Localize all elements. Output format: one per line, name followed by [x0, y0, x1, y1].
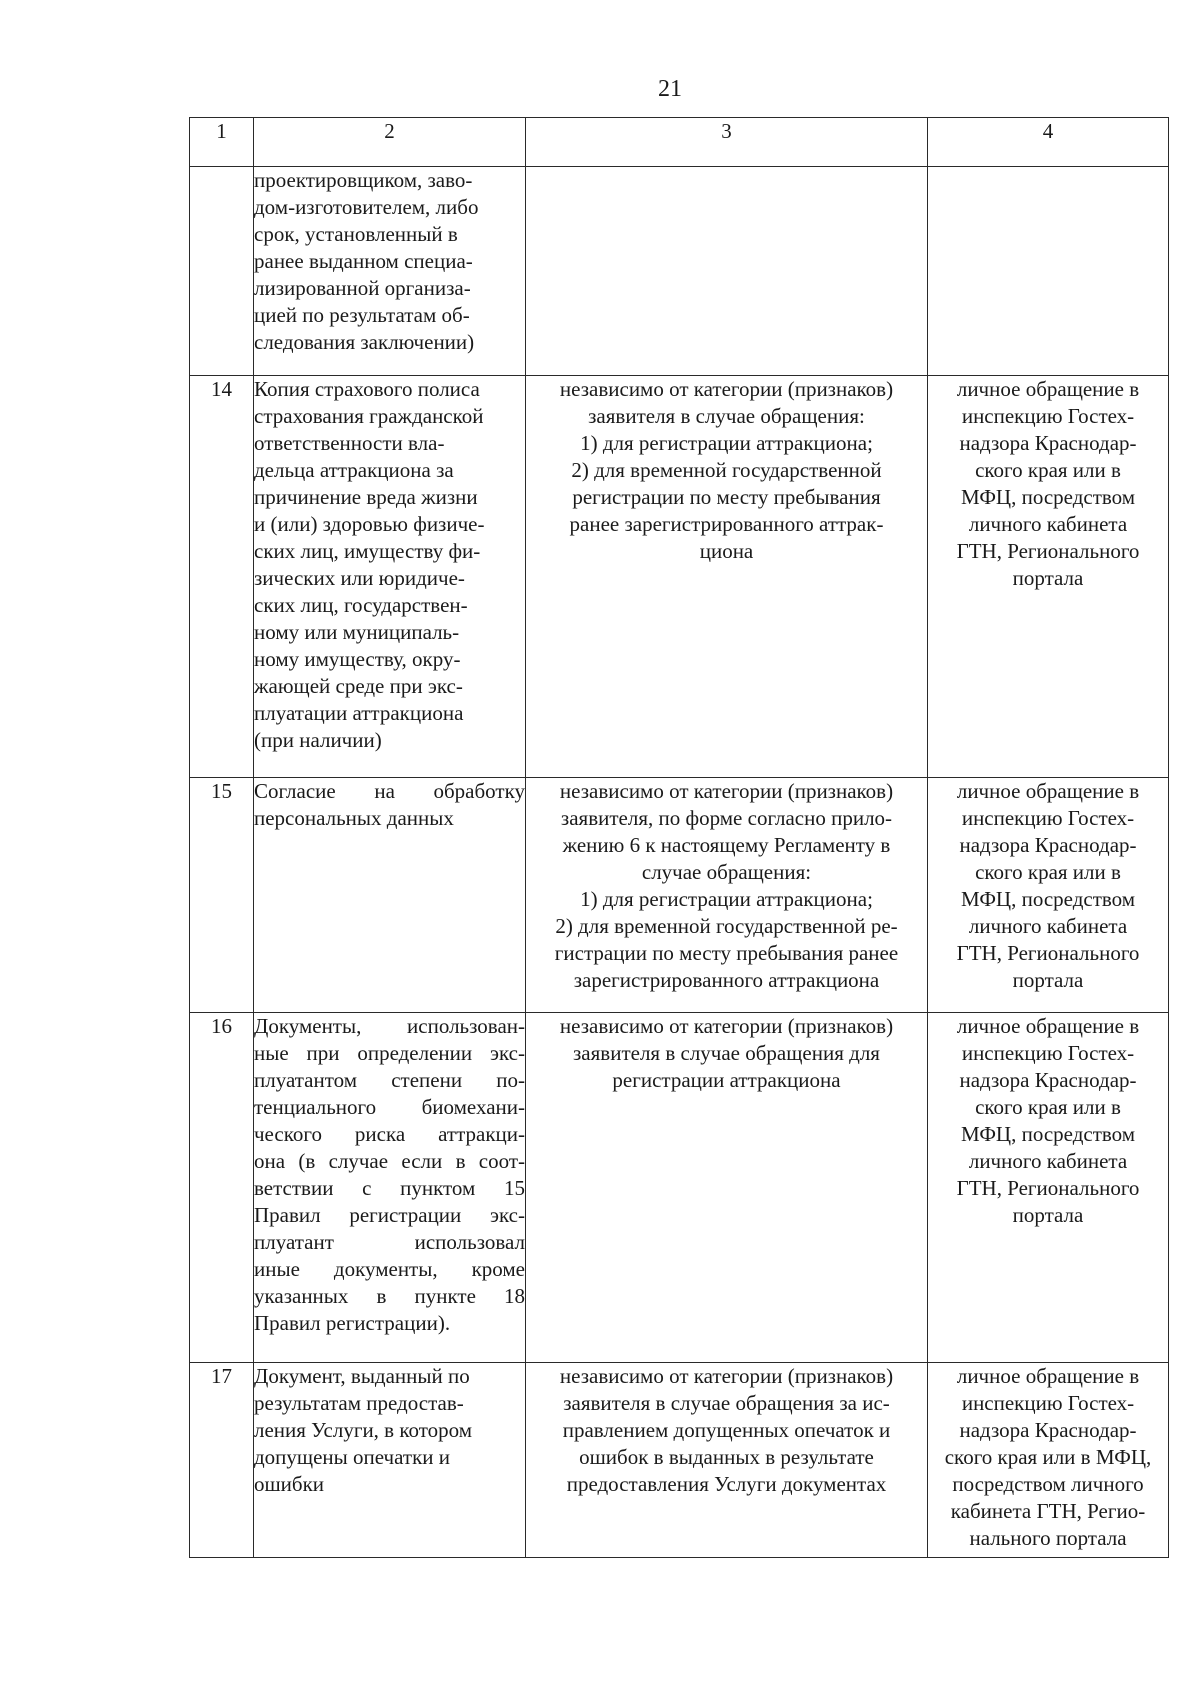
cell-text-line: Копия страхового полиса	[254, 377, 480, 401]
cell-text-line: ГТН, Регионального	[956, 539, 1140, 563]
cell-text-line: заявителя, по форме согласно прило-	[560, 806, 893, 830]
cell-text-line: дом-изготовителем, либо	[254, 195, 479, 219]
cell-text-line: заявителя в случае обращения за ис-	[563, 1391, 890, 1415]
cell-text-line: плуатации аттракциона	[254, 701, 464, 725]
cell-text-line: личное обращение в	[956, 779, 1140, 803]
cell-text-line: гистрации по месту пребывания ранее	[554, 941, 899, 965]
cell-text-line: персональных данных	[254, 806, 454, 830]
submission-method-cell	[928, 167, 1169, 376]
cell-text-line: предоставления Услуги документах	[566, 1472, 887, 1496]
row-number: 17	[190, 1363, 254, 1558]
cell-text-line: независимо от категории (признаков)	[559, 377, 894, 401]
cell-text-line: личное обращение в	[956, 1364, 1140, 1388]
submission-method-cell	[928, 1013, 1169, 1363]
row-number: 14	[190, 376, 254, 778]
cell-text-line: она (в случае если в соот-	[254, 1149, 525, 1173]
cell-text-line: ского края или в	[975, 458, 1121, 482]
documents-table	[189, 117, 1169, 1558]
cell-text-line: портала	[1012, 1203, 1084, 1227]
cell-text-line: надзора Краснодар-	[959, 833, 1137, 857]
cell-text-line: Согласие на обработку	[254, 779, 525, 803]
header-cell-2: 2	[254, 118, 526, 167]
cell-text-line: регистрации аттракциона	[612, 1068, 841, 1092]
cell-text-line: правлением допущенных опечаток и	[562, 1418, 891, 1442]
cell-text-line: посредством личного	[952, 1472, 1144, 1496]
cell-text-line: надзора Краснодар-	[959, 1418, 1137, 1442]
cell-text-line: регистрации по месту пребывания	[572, 485, 881, 509]
cell-text-line: инспекцию Гостех-	[961, 806, 1135, 830]
cell-text-line: кабинета ГТН, Регио-	[950, 1499, 1146, 1523]
table-header-row	[190, 118, 1169, 167]
row-number	[190, 167, 254, 376]
cell-text-line: страхования гражданской	[254, 404, 484, 428]
cell-text-line: ные при определении экс-	[254, 1041, 525, 1065]
applicant-category-cell	[526, 167, 928, 376]
cell-text-line: личного кабинета	[968, 914, 1128, 938]
cell-text-line: 1) для регистрации аттракциона;	[580, 431, 873, 455]
header-cell-3: 3	[526, 118, 928, 167]
cell-text-line: ному или муниципаль-	[254, 620, 460, 644]
cell-text-line: независимо от категории (признаков)	[559, 1364, 894, 1388]
cell-text-line: ранее выданном специа-	[254, 249, 473, 273]
cell-text-line: ранее зарегистрированного аттрак-	[569, 512, 884, 536]
cell-text-line: заявителя в случае обращения для	[573, 1041, 880, 1065]
cell-text-line: ского края или в МФЦ,	[944, 1445, 1152, 1469]
cell-text-line: плуатант использовал	[254, 1230, 525, 1254]
row-number: 16	[190, 1013, 254, 1363]
document-name-cell	[254, 778, 526, 1013]
cell-text-line: ному имуществу, окру-	[254, 647, 461, 671]
submission-method-cell	[928, 778, 1169, 1013]
cell-text-line: заявителя в случае обращения:	[588, 404, 865, 428]
document-name-cell	[254, 1363, 526, 1558]
table-row	[190, 778, 1169, 1013]
cell-text-line: дельца аттракциона за	[254, 458, 454, 482]
cell-text-line: МФЦ, посредством	[960, 1122, 1136, 1146]
cell-text-line: срок, установленный в	[254, 222, 458, 246]
cell-text-line: указанных в пункте 18	[254, 1284, 525, 1308]
applicant-category-cell	[526, 1363, 928, 1558]
cell-text-line: зических или юридиче-	[254, 566, 465, 590]
submission-method-cell	[928, 1363, 1169, 1558]
cell-text-line: инспекцию Гостех-	[961, 404, 1135, 428]
cell-text-line: циона	[699, 539, 754, 563]
cell-text-line: личного кабинета	[968, 512, 1128, 536]
cell-text-line: инспекцию Гостех-	[961, 1041, 1135, 1065]
cell-text-line: и (или) здоровью физиче-	[254, 512, 485, 536]
cell-text-line: причинение вреда жизни	[254, 485, 478, 509]
document-name-cell	[254, 1013, 526, 1363]
submission-method-cell	[928, 376, 1169, 778]
header-cell-1: 1	[190, 118, 254, 167]
applicant-category-cell	[526, 376, 928, 778]
cell-text-line: Документы, использован-	[254, 1014, 525, 1038]
cell-text-line: ветствии с пунктом 15	[254, 1176, 525, 1200]
cell-text-line: ответственности вла-	[254, 431, 445, 455]
cell-text-line: ГТН, Регионального	[956, 941, 1140, 965]
cell-text-line: независимо от категории (признаков)	[559, 779, 894, 803]
cell-text-line: проектировщиком, заво-	[254, 168, 473, 192]
document-name-cell	[254, 167, 526, 376]
page-number: 21	[658, 76, 682, 102]
cell-text-line: результатам предостав-	[254, 1391, 464, 1415]
table-row	[190, 167, 1169, 376]
cell-text-line: ского края или в	[975, 860, 1121, 884]
cell-text-line: ошибок в выданных в результате	[579, 1445, 874, 1469]
cell-text-line: независимо от категории (признаков)	[559, 1014, 894, 1038]
cell-text-line: надзора Краснодар-	[959, 1068, 1137, 1092]
cell-text-line: лизированной организа-	[254, 276, 471, 300]
cell-text-line: иные документы, кроме	[254, 1257, 525, 1281]
table-row	[190, 376, 1169, 778]
cell-text-line: ских лиц, государствен-	[254, 593, 468, 617]
cell-text-line: допущены опечатки и	[254, 1445, 450, 1469]
cell-text-line: ского края или в	[975, 1095, 1121, 1119]
table-row	[190, 1363, 1169, 1558]
header-cell-4: 4	[928, 118, 1169, 167]
cell-text-line: ГТН, Регионального	[956, 1176, 1140, 1200]
cell-text-line: Документ, выданный по	[254, 1364, 470, 1388]
document-name-cell	[254, 376, 526, 778]
cell-text-line: Правил регистрации экс-	[254, 1203, 525, 1227]
cell-text-line: случае обращения:	[641, 860, 812, 884]
cell-text-line: цией по результатам об-	[254, 303, 470, 327]
cell-text-line: инспекцию Гостех-	[961, 1391, 1135, 1415]
cell-text-line: надзора Краснодар-	[959, 431, 1137, 455]
cell-text-line: зарегистрированного аттракциона	[573, 968, 880, 992]
cell-text-line: личного кабинета	[968, 1149, 1128, 1173]
cell-text-line: Правил регистрации).	[254, 1311, 451, 1335]
cell-text-line: жению 6 к настоящему Регламенту в	[562, 833, 891, 857]
cell-text-line: 1) для регистрации аттракциона;	[580, 887, 873, 911]
row-number: 15	[190, 778, 254, 1013]
cell-text-line: ческого риска аттракци-	[254, 1122, 525, 1146]
cell-text-line: плуатантом степени по-	[254, 1068, 525, 1092]
cell-text-line: ских лиц, имуществу фи-	[254, 539, 481, 563]
applicant-category-cell	[526, 778, 928, 1013]
cell-text-line: 2) для временной государственной	[571, 458, 882, 482]
cell-text-line: ления Услуги, в котором	[254, 1418, 472, 1442]
cell-text-line: следования заключении)	[254, 330, 475, 354]
cell-text-line: 2) для временной государственной ре-	[555, 914, 898, 938]
cell-text-line: личное обращение в	[956, 377, 1140, 401]
cell-text-line: ошибки	[254, 1472, 325, 1496]
cell-text-line: портала	[1012, 968, 1084, 992]
cell-text-line: МФЦ, посредством	[960, 485, 1136, 509]
cell-text-line: (при наличии)	[254, 728, 382, 752]
table-row	[190, 1013, 1169, 1363]
cell-text-line: жающей среде при экс-	[254, 674, 463, 698]
cell-text-line: тенциального биомехани-	[254, 1095, 525, 1119]
cell-text-line: личное обращение в	[956, 1014, 1140, 1038]
applicant-category-cell	[526, 1013, 928, 1363]
cell-text-line: нального портала	[969, 1526, 1127, 1550]
cell-text-line: портала	[1012, 566, 1084, 590]
cell-text-line: МФЦ, посредством	[960, 887, 1136, 911]
